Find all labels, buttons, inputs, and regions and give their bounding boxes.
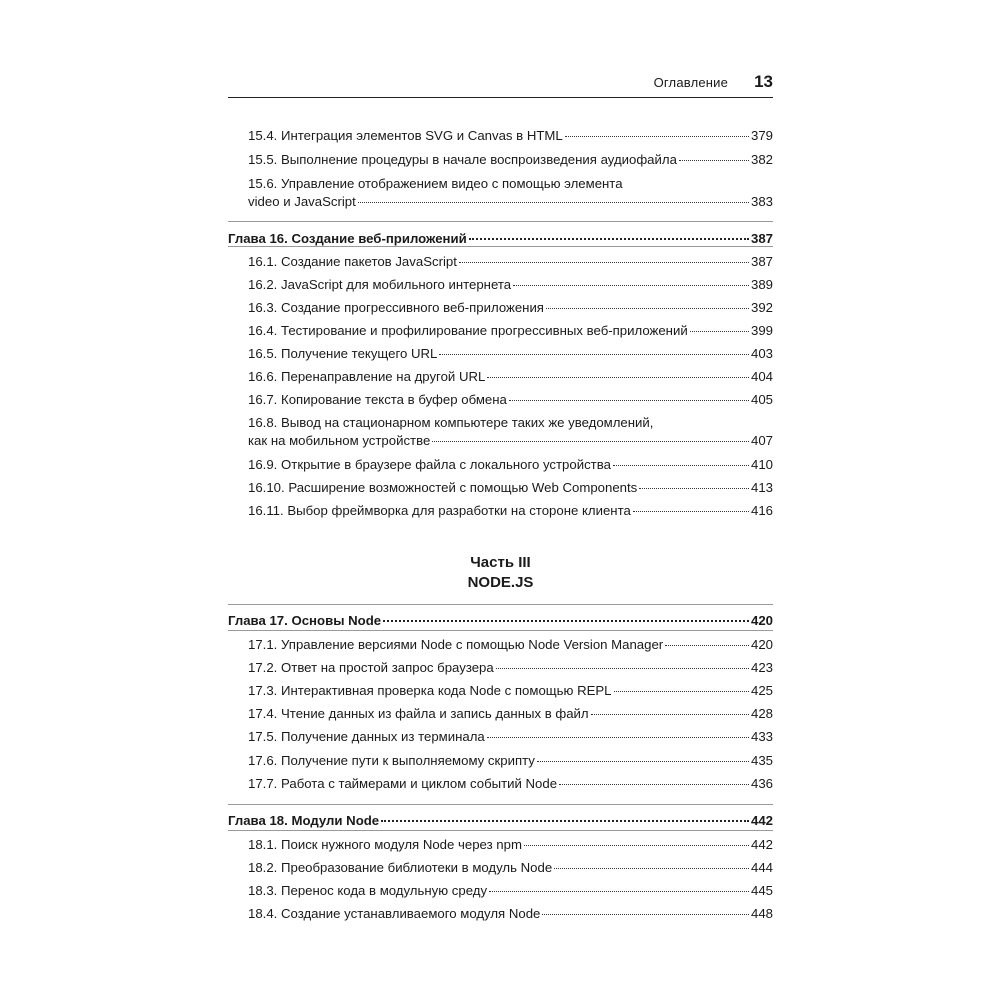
entry-title: Перенаправление на другой URL xyxy=(281,369,486,384)
entry-number: 17.6. xyxy=(248,753,278,768)
entry-label xyxy=(248,636,663,654)
part-label: Часть III xyxy=(470,554,531,571)
toc-entry[interactable] xyxy=(248,322,773,340)
dot-leader xyxy=(432,440,749,442)
entry-number: 18.2. xyxy=(248,860,278,875)
separator-rule xyxy=(228,804,773,805)
dot-leader xyxy=(591,713,749,715)
entry-title: Получение текущего URL xyxy=(281,346,438,361)
dot-leader xyxy=(679,159,749,161)
entry-label xyxy=(248,391,507,409)
entry-title: Расширение возможностей с помощью Web Components xyxy=(288,480,638,495)
dot-leader xyxy=(614,690,749,692)
entry-number: 16.4. xyxy=(248,323,278,338)
entry-title: Получение пути к выполняемому скрипту xyxy=(281,753,535,768)
entry-label xyxy=(248,752,535,770)
entry-page: 420 xyxy=(750,637,773,652)
entry-number: 16.11. xyxy=(248,503,284,518)
dot-leader xyxy=(559,783,749,785)
entry-page: 392 xyxy=(750,300,773,315)
entry-number: 17.4. xyxy=(248,706,278,721)
entry-page: 382 xyxy=(750,152,773,167)
dot-leader xyxy=(383,619,749,622)
entry-title: Создание пакетов JavaScript xyxy=(281,254,457,269)
dot-leader xyxy=(613,464,749,466)
entry-number: 16.2. xyxy=(248,277,278,292)
entry-number: 16.6. xyxy=(248,369,278,384)
entry-label xyxy=(248,345,437,363)
entry-page: 448 xyxy=(750,906,773,921)
entry-page: 445 xyxy=(750,883,773,898)
entry-page: 433 xyxy=(750,729,773,744)
chapter-page: 387 xyxy=(750,231,773,246)
separator-rule xyxy=(228,221,773,222)
toc-chapter-entry[interactable] xyxy=(228,612,773,630)
entry-title: Чтение данных из файла и запись данных в файл xyxy=(281,706,589,721)
dot-leader xyxy=(546,307,749,309)
dot-leader xyxy=(509,399,749,401)
toc-entry[interactable] xyxy=(248,368,773,386)
page-number: 13 xyxy=(754,72,773,91)
entry-label xyxy=(248,775,557,793)
toc-entry[interactable] xyxy=(248,705,773,723)
toc-entry[interactable] xyxy=(248,682,773,700)
entry-number: 17.3. xyxy=(248,683,278,698)
dot-leader xyxy=(554,867,749,869)
dot-leader xyxy=(439,353,749,355)
toc-entry[interactable] xyxy=(248,299,773,317)
entry-label xyxy=(248,414,653,432)
entry-title: Поиск нужного модуля Node через npm xyxy=(281,837,522,852)
entry-label xyxy=(248,253,457,271)
entry-number: 15.6. xyxy=(248,176,278,191)
toc-entry[interactable] xyxy=(248,276,773,294)
entry-label xyxy=(248,456,611,474)
toc-entry[interactable] xyxy=(248,882,773,900)
entry-number: 15.5. xyxy=(248,152,278,167)
toc-entry[interactable] xyxy=(248,253,773,271)
toc-entry-continuation[interactable] xyxy=(248,193,773,211)
entry-label xyxy=(248,905,540,923)
dot-leader xyxy=(489,890,749,892)
dot-leader xyxy=(469,237,749,240)
entry-label xyxy=(248,127,563,145)
dot-leader xyxy=(487,376,749,378)
entry-page: 383 xyxy=(750,194,773,209)
entry-page: 379 xyxy=(750,128,773,143)
entry-page: 404 xyxy=(750,369,773,384)
entry-label xyxy=(248,322,688,340)
book-page xyxy=(228,0,773,1000)
entry-label xyxy=(248,276,511,294)
toc-entry[interactable] xyxy=(248,836,773,854)
chapter-title: Основы Node xyxy=(291,613,382,628)
entry-number: 16.7. xyxy=(248,392,278,407)
entry-number: 16.5. xyxy=(248,346,278,361)
entry-label xyxy=(248,151,677,169)
separator-rule xyxy=(228,246,773,247)
entry-title-continuation: video и JavaScript xyxy=(248,194,356,209)
dot-leader xyxy=(381,819,749,822)
running-head xyxy=(228,72,773,96)
entry-label xyxy=(248,299,544,317)
entry-page: 425 xyxy=(750,683,773,698)
entry-title: Копирование текста в буфер обмена xyxy=(281,392,507,407)
entry-number: 18.3. xyxy=(248,883,278,898)
dot-leader xyxy=(524,844,749,846)
entry-number: 16.1. xyxy=(248,254,278,269)
entry-title: Открытие в браузере файла с локального устройства xyxy=(281,457,611,472)
chapter-page: 420 xyxy=(750,613,773,628)
entry-title-continuation: как на мобильном устройстве xyxy=(248,433,431,448)
entry-number: 16.3. xyxy=(248,300,278,315)
toc-entry[interactable] xyxy=(248,859,773,877)
entry-page: 387 xyxy=(750,254,773,269)
entry-page: 399 xyxy=(750,323,773,338)
toc-entry[interactable] xyxy=(248,636,773,654)
entry-title: Выполнение процедуры в начале воспроизведения аудиофайла xyxy=(281,152,677,167)
entry-number: 15.4. xyxy=(248,128,278,143)
entry-page: 405 xyxy=(750,392,773,407)
chapter-number: Глава 16. xyxy=(228,231,288,246)
chapter-label xyxy=(228,612,381,630)
entry-number: 16.8. xyxy=(248,415,278,430)
dot-leader xyxy=(459,261,749,263)
entry-label xyxy=(248,659,494,677)
entry-title: Интеграция элементов SVG и Canvas в HTML xyxy=(281,128,563,143)
entry-page: 423 xyxy=(750,660,773,675)
chapter-number: Глава 17. xyxy=(228,613,288,628)
toc-entry[interactable] xyxy=(248,905,773,923)
entry-number: 16.10. xyxy=(248,480,285,495)
entry-title: Работа с таймерами и циклом событий Node xyxy=(281,776,558,791)
entry-title: Управление версиями Node с помощью Node Version Manager xyxy=(281,637,664,652)
entry-number: 18.4. xyxy=(248,906,278,921)
toc-entry[interactable] xyxy=(248,752,773,770)
entry-label xyxy=(248,859,552,877)
dot-leader xyxy=(496,667,749,669)
toc-entry[interactable] xyxy=(248,479,773,497)
dot-leader xyxy=(565,135,749,137)
entry-title: Интерактивная проверка кода Node с помощью REPL xyxy=(281,683,612,698)
entry-title: Создание устанавливаемого модуля Node xyxy=(281,906,541,921)
chapter-title: Создание веб-приложений xyxy=(291,231,467,246)
entry-label xyxy=(248,368,485,386)
entry-label xyxy=(248,479,637,497)
entry-title: JavaScript для мобильного интернета xyxy=(281,277,512,292)
entry-page: 413 xyxy=(750,480,773,495)
entry-title: Управление отображением видео с помощью элемента xyxy=(281,176,623,191)
entry-label xyxy=(248,882,487,900)
toc-entry[interactable] xyxy=(248,391,773,409)
entry-number: 17.7. xyxy=(248,776,278,791)
separator-rule xyxy=(228,604,773,605)
dot-leader xyxy=(633,510,749,512)
toc-entry[interactable] xyxy=(248,456,773,474)
dot-leader xyxy=(487,736,749,738)
entry-label xyxy=(248,175,623,193)
toc-entry[interactable] xyxy=(248,659,773,677)
chapter-title: Модули Node xyxy=(291,813,380,828)
entry-title: Создание прогрессивного веб-приложения xyxy=(281,300,544,315)
entry-page: 403 xyxy=(750,346,773,361)
entry-number: 16.9. xyxy=(248,457,278,472)
dot-leader xyxy=(639,487,749,489)
dot-leader xyxy=(690,330,749,332)
toc-entry[interactable] xyxy=(248,127,773,145)
separator-rule xyxy=(228,830,773,831)
entry-title: Выбор фреймворка для разработки на стороне клиента xyxy=(287,503,631,518)
entry-title: Вывод на стационарном компьютере таких же уведомлений, xyxy=(281,415,654,430)
entry-title: Тестирование и профилирование прогрессивных веб-приложений xyxy=(281,323,688,338)
entry-label xyxy=(248,502,631,520)
entry-label xyxy=(248,836,522,854)
entry-page: 416 xyxy=(750,503,773,518)
toc-entry-continuation[interactable] xyxy=(248,432,773,450)
toc-entry[interactable] xyxy=(248,775,773,793)
separator-rule xyxy=(228,630,773,631)
entry-number: 17.5. xyxy=(248,729,278,744)
toc-entry[interactable] xyxy=(248,151,773,169)
entry-number: 18.1. xyxy=(248,837,278,852)
toc-chapter-entry[interactable] xyxy=(228,812,773,830)
entry-title: Ответ на простой запрос браузера xyxy=(281,660,494,675)
entry-page: 389 xyxy=(750,277,773,292)
dot-leader xyxy=(537,760,749,762)
entry-label xyxy=(248,705,589,723)
toc-entry[interactable] xyxy=(248,175,773,193)
dot-leader xyxy=(513,284,749,286)
entry-number: 17.2. xyxy=(248,660,278,675)
toc-entry[interactable] xyxy=(248,502,773,520)
entry-page: 407 xyxy=(750,433,773,448)
entry-page: 428 xyxy=(750,706,773,721)
part-title: NODE.JS xyxy=(467,574,534,591)
entry-title: Перенос кода в модульную среду xyxy=(281,883,488,898)
entry-number: 17.1. xyxy=(248,637,278,652)
chapter-page: 442 xyxy=(750,813,773,828)
entry-page: 444 xyxy=(750,860,773,875)
entry-page: 436 xyxy=(750,776,773,791)
chapter-number: Глава 18. xyxy=(228,813,288,828)
entry-label xyxy=(248,728,485,746)
toc-entry[interactable] xyxy=(248,728,773,746)
entry-page: 442 xyxy=(750,837,773,852)
entry-title: Получение данных из терминала xyxy=(281,729,485,744)
chapter-label xyxy=(228,812,379,830)
entry-title: Преобразование библиотеки в модуль Node xyxy=(281,860,553,875)
dot-leader xyxy=(358,201,749,203)
entry-page: 410 xyxy=(750,457,773,472)
entry-page: 435 xyxy=(750,753,773,768)
dot-leader xyxy=(542,913,749,915)
header-rule xyxy=(228,97,773,98)
entry-label xyxy=(248,682,612,700)
dot-leader xyxy=(665,644,749,646)
toc-entry[interactable] xyxy=(248,345,773,363)
running-head-section: Оглавление xyxy=(653,75,729,90)
toc-entry[interactable] xyxy=(248,414,773,432)
